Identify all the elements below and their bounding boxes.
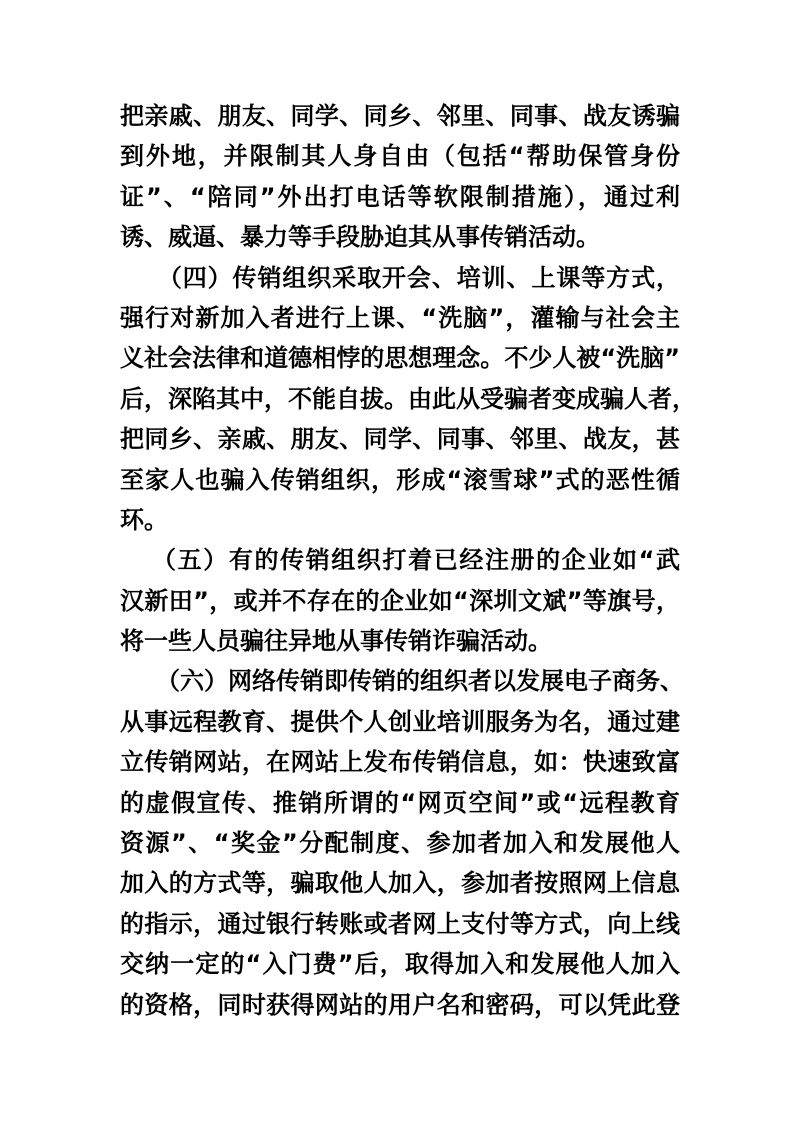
text-line: 交纳一定的“入门费”后，取得加入和发展他人加入 bbox=[120, 950, 680, 979]
paragraph-five-first-line: （五）有的传销组织打着已经注册的企业如“武 bbox=[152, 546, 680, 575]
text-line: 从事远程教育、提供个人创业培训服务为名，通过建 bbox=[120, 707, 680, 736]
text-line: 的资格，同时获得网站的用户名和密码，可以凭此登 bbox=[120, 990, 680, 1019]
text-line: 证”、“陪同”外出打电话等软限制措施），通过利 bbox=[120, 182, 680, 211]
paragraph-six-first-line: （六）网络传销即传销的组织者以发展电子商务、 bbox=[120, 667, 684, 696]
text-line: 诱、威逼、暴力等手段胁迫其从事传销活动。 bbox=[120, 223, 600, 252]
text-line: 把同乡、亲戚、朋友、同学、同事、邻里、战友，甚 bbox=[120, 425, 680, 454]
document-body bbox=[120, 96, 696, 1025]
text-line: 的虚假宣传、推销所谓的“网页空间”或“远程教育 bbox=[120, 788, 680, 817]
text-line: 资源”、“奖金”分配制度、参加者加入和发展他人 bbox=[120, 829, 680, 858]
text-line: 的指示，通过银行转账或者网上支付等方式，向上线 bbox=[120, 909, 680, 938]
text-line: 后，深陷其中，不能自拔。由此从受骗者变成骗人者， bbox=[120, 384, 696, 413]
text-line: 到外地，并限制其人身自由（包括“帮助保管身份 bbox=[120, 142, 680, 171]
text-line: 至家人也骗入传销组织，形成“滚雪球”式的恶性循 bbox=[120, 465, 680, 494]
text-line: 加入的方式等，骗取他人加入，参加者按照网上信息 bbox=[120, 869, 680, 898]
paragraph-four-first-line: （四）传销组织采取开会、培训、上课等方式， bbox=[120, 263, 680, 292]
text-line: 将一些人员骗往异地从事传销诈骗活动。 bbox=[120, 627, 552, 656]
text-line: 把亲戚、朋友、同学、同乡、邻里、同事、战友诱骗 bbox=[120, 102, 680, 130]
text-line: 强行对新加入者进行上课、“洗脑”，灌输与社会主 bbox=[120, 303, 680, 332]
text-line: 义社会法律和道德相悖的思想理念。不少人被“洗脑” bbox=[120, 344, 680, 373]
text-line: 立传销网站，在网站上发布传销信息，如：快速致富 bbox=[120, 748, 680, 777]
text-line: 环。 bbox=[120, 505, 168, 534]
text-line: 汉新田”，或并不存在的企业如“深圳文斌”等旗号， bbox=[120, 586, 680, 615]
